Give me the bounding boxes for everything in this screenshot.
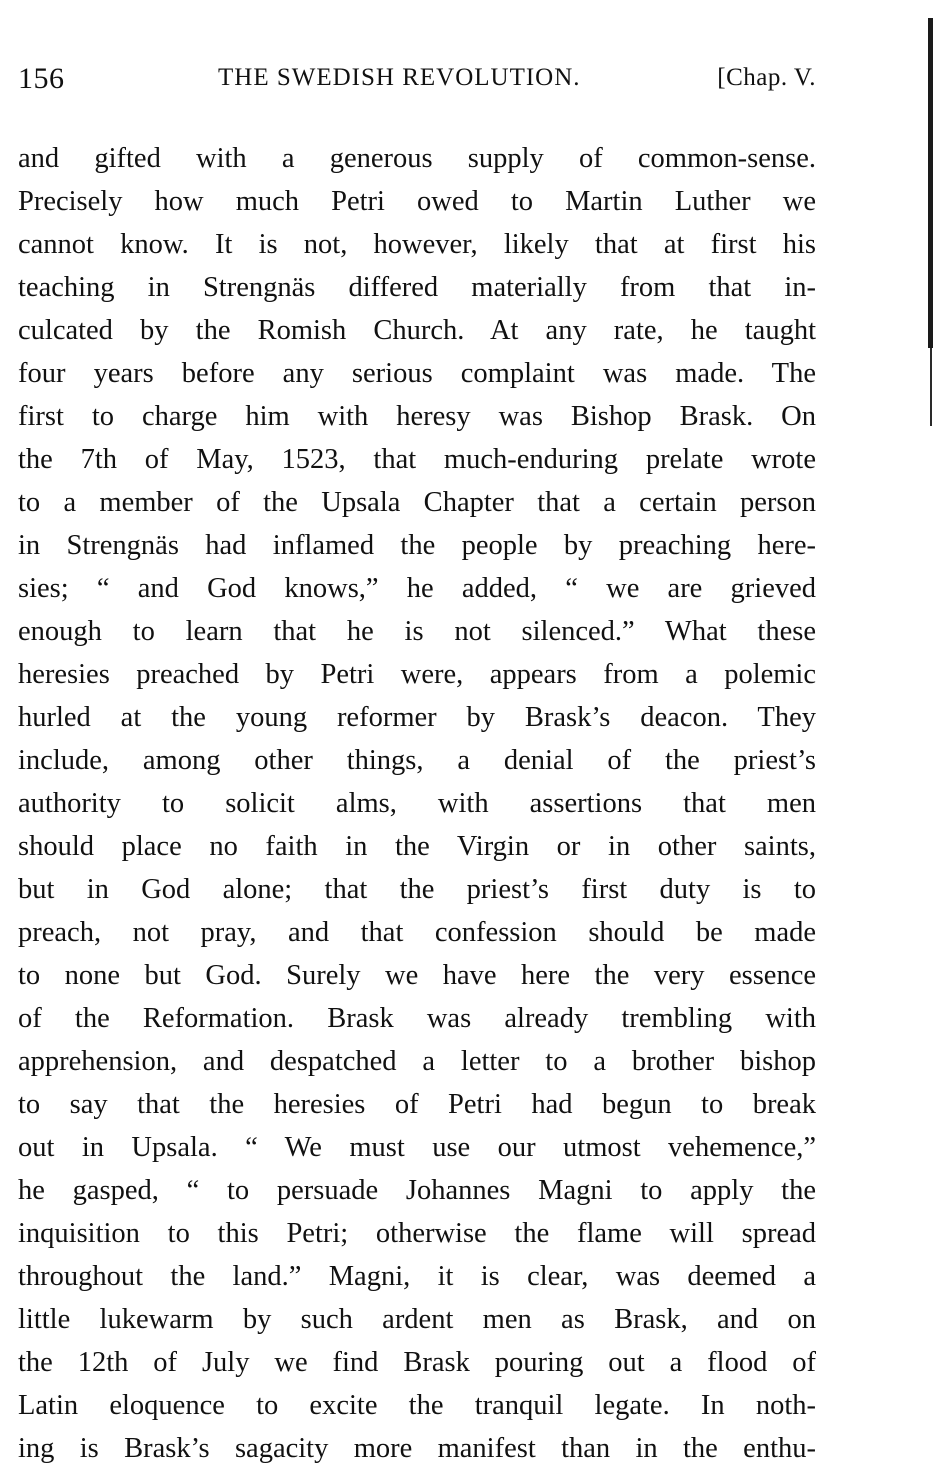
text-line: throughout the land.” Magni, it is clear, was deemed a <box>18 1261 816 1292</box>
text-line: hurled at the young reformer by Brask’s deacon. They <box>18 702 816 733</box>
text-line: but in God alone; that the priest’s first duty is to <box>18 874 816 905</box>
text-line: enough to learn that he is not silenced.” What these <box>18 616 816 647</box>
text-line: preach, not pray, and that confession should be made <box>18 917 816 948</box>
text-line: to say that the heresies of Petri had begun to break <box>18 1089 816 1120</box>
text-line: of the Reformation. Brask was already trembling with <box>18 1003 816 1034</box>
text-line: in Strengnäs had inflamed the people by preaching here- <box>18 530 816 561</box>
text-line: teaching in Strengnäs differed materially from that in- <box>18 272 816 303</box>
text-line: first to charge him with heresy was Bishop Brask. On <box>18 401 816 432</box>
text-line: and gifted with a generous supply of common-sense. <box>18 143 816 174</box>
body-text <box>18 137 816 1470</box>
text-line: to none but God. Surely we have here the very essence <box>18 960 816 991</box>
text-line: authority to solicit alms, with assertions that men <box>18 788 816 819</box>
text-line: the 7th of May, 1523, that much-enduring prelate wrote <box>18 444 816 475</box>
text-line: include, among other things, a denial of the priest’s <box>18 745 816 776</box>
text-line: out in Upsala. “ We must use our utmost vehemence,” <box>18 1132 816 1163</box>
text-line: to a member of the Upsala Chapter that a certain person <box>18 487 816 518</box>
chapter-marker: [Chap. V. <box>717 64 816 91</box>
page-edge-shadow-thin <box>930 348 932 426</box>
text-line: four years before any serious complaint was made. The <box>18 358 816 389</box>
page-edge-shadow <box>928 18 933 348</box>
page-number: 156 <box>18 62 65 95</box>
text-line: sies; “ and God knows,” he added, “ we are grieved <box>18 573 816 604</box>
text-line: cannot know. It is not, however, likely that at first his <box>18 229 816 260</box>
text-line: should place no faith in the Virgin or in other saints, <box>18 831 816 862</box>
text-line: little lukewarm by such ardent men as Brask, and on <box>18 1304 816 1335</box>
running-title: THE SWEDISH REVOLUTION. <box>218 64 581 91</box>
text-line: ing is Brask’s sagacity more manifest than in the enthu- <box>18 1433 816 1464</box>
text-line: heresies preached by Petri were, appears from a polemic <box>18 659 816 690</box>
page-header <box>18 62 816 102</box>
text-line: inquisition to this Petri; otherwise the flame will spread <box>18 1218 816 1249</box>
text-line: Precisely how much Petri owed to Martin Luther we <box>18 186 816 217</box>
text-line: Latin eloquence to excite the tranquil legate. In noth- <box>18 1390 816 1421</box>
text-line: culcated by the Romish Church. At any rate, he taught <box>18 315 816 346</box>
text-line: apprehension, and despatched a letter to a brother bishop <box>18 1046 816 1077</box>
text-line: the 12th of July we find Brask pouring out a flood of <box>18 1347 816 1378</box>
text-line: he gasped, “ to persuade Johannes Magni to apply the <box>18 1175 816 1206</box>
